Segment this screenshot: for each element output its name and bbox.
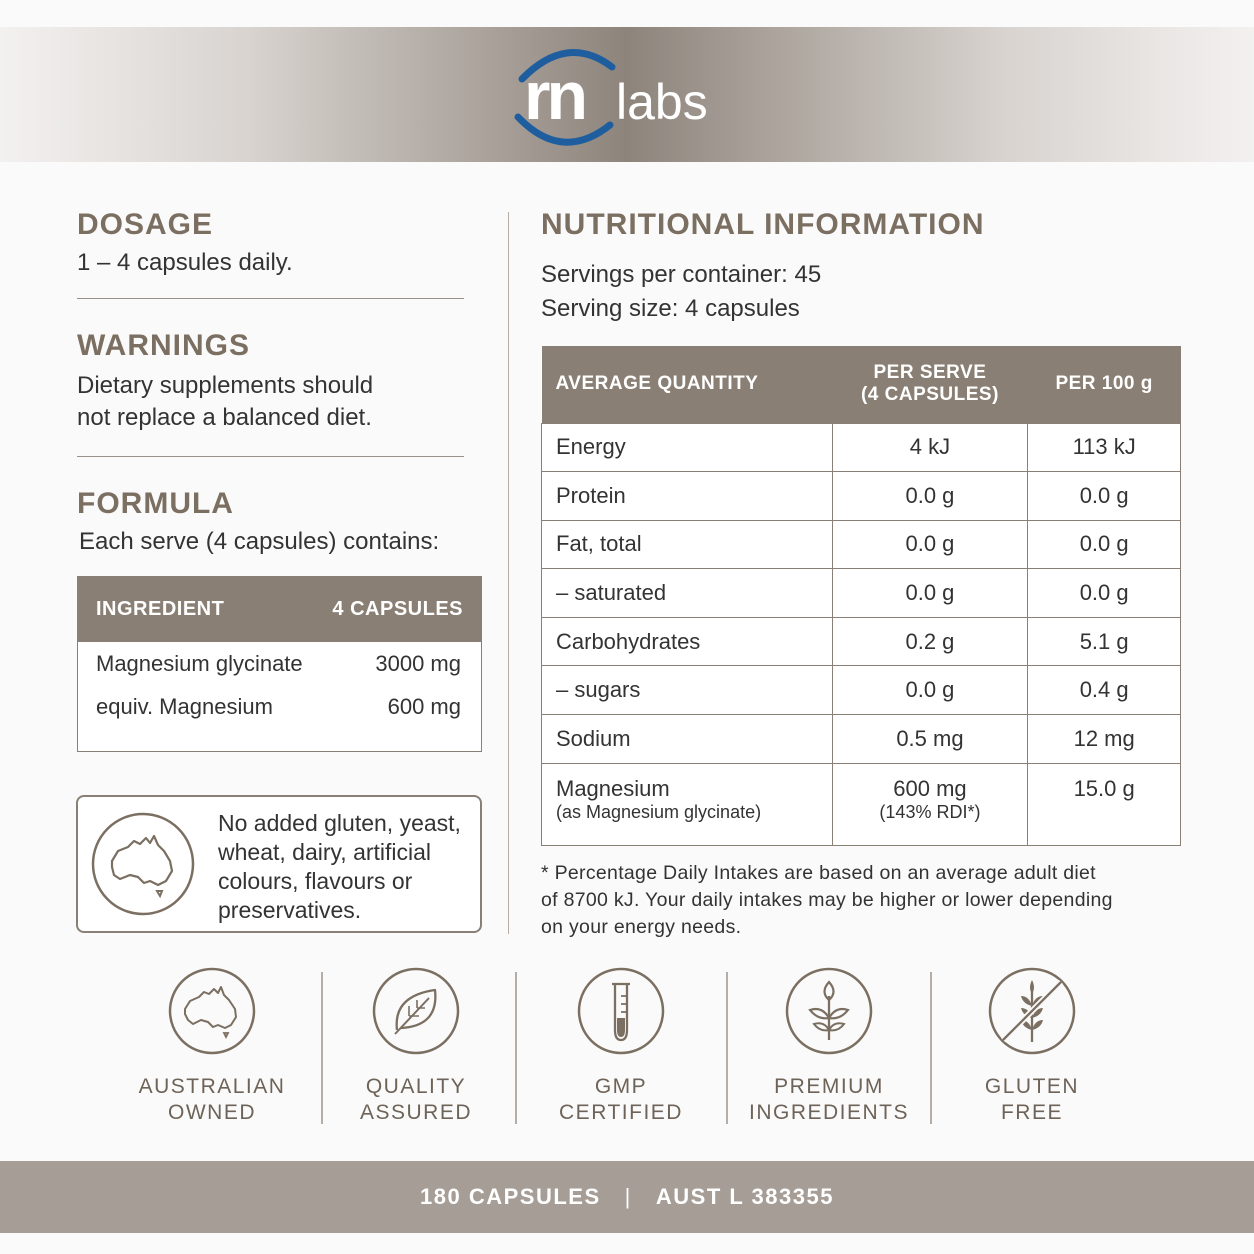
formula-table [77,576,482,752]
magnesium-label-sub: (as Magnesium glycinate) [556,801,762,822]
badge-divider [726,972,728,1124]
nutrition-title: NUTRITIONAL INFORMATION [541,208,985,241]
avg-quantity-header: AVERAGE QUANTITY [542,346,833,423]
nutrient-label [542,763,833,845]
rdi-footnote [541,860,1141,941]
leaf-icon [371,966,461,1056]
free-from-text [218,809,473,925]
per-100g-header: PER 100 g [1028,346,1181,423]
column-divider [508,212,509,934]
badge-label-line1: QUALITY [365,1075,467,1098]
nutrient-label: Carbohydrates [542,617,833,666]
per-100g-value: 113 kJ [1028,423,1181,472]
warnings-title: WARNINGS [77,329,250,362]
ingredient-amount: 3000 mg [375,650,461,676]
serving-size: Serving size: 4 capsules [541,295,800,322]
badge-divider [930,972,932,1124]
ingredient-name: equiv. Magnesium [96,693,273,719]
free-from-line: wheat, dairy, artificial [218,839,432,865]
badge-label-line1: PREMIUM [774,1075,884,1098]
per-serve-value: 0.0 g [832,520,1028,569]
badge-label-line1: GLUTEN [984,1075,1080,1098]
plant-icon [784,966,874,1056]
per-serve-value: 0.0 g [832,472,1028,521]
badge-label-line2: ASSURED [359,1101,473,1124]
badge-label-line1: AUSTRALIAN [138,1075,286,1098]
free-from-line: colours, flavours or [218,868,413,894]
formula-table-header [78,577,481,642]
per-100g-value: 0.4 g [1028,666,1181,715]
badge-label-line2: INGREDIENTS [748,1101,909,1124]
table-row [542,715,1181,764]
per-serve-value [832,763,1028,845]
divider [77,456,464,457]
free-from-line: No added gluten, yeast, [218,810,461,836]
formula-title: FORMULA [77,487,234,520]
divider [77,298,464,299]
logo-mark: rn [524,58,584,134]
rn-labs-logo [512,37,742,152]
badge-label-line2: FREE [1000,1101,1063,1124]
per-100g-value: 5.1 g [1028,617,1181,666]
table-row [542,666,1181,715]
free-from-box [76,795,482,933]
per-serve-header-line2: (4 CAPSULES) [860,384,999,406]
free-from-line: preservatives. [218,897,362,923]
header-banner [0,27,1254,162]
capsules-header: 4 CAPSULES [332,598,463,620]
nutrition-table [541,346,1181,846]
table-row [542,423,1181,472]
per-serve-value: 0.5 mg [832,715,1028,764]
ingredient-amount: 600 mg [387,693,461,719]
dosage-title: DOSAGE [77,208,214,241]
per-100g-value: 12 mg [1028,715,1181,764]
ingredient-name: Magnesium glycinate [96,650,303,676]
per-serve-value: 0.0 g [832,569,1028,618]
table-row [542,763,1181,845]
australia-map-icon [90,811,196,917]
per-serve-value: 0.2 g [832,617,1028,666]
footnote-line: of 8700 kJ. Your daily intakes may be higher or lower depending [541,889,1113,911]
badge-australian-owned [117,966,307,1126]
table-row [542,520,1181,569]
servings-per-container: Servings per container: 45 [541,261,822,288]
per-100g-value: 0.0 g [1028,472,1181,521]
per-serve-header [832,346,1028,423]
per-100g-value: 15.0 g [1028,763,1181,845]
footnote-line: on your energy needs. [541,916,742,938]
per-100g-value: 0.0 g [1028,520,1181,569]
magnesium-label: Magnesium [556,775,670,801]
badge-gmp-certified [526,966,716,1126]
nutrient-label: – saturated [542,569,833,618]
per-100g-value: 0.0 g [1028,569,1181,618]
table-row [542,617,1181,666]
footnote-line: * Percentage Daily Intakes are based on an average adult diet [541,862,1096,884]
nutrient-label: – sugars [542,666,833,715]
australia-map-icon [167,966,257,1056]
capsule-count: 180 CAPSULES [420,1184,601,1209]
badge-label-line2: CERTIFIED [559,1101,683,1124]
table-row [542,569,1181,618]
nutrient-label: Fat, total [542,520,833,569]
badge-label-line1: GMP [594,1075,648,1098]
ingredient-header: INGREDIENT [96,598,225,620]
footer-separator: | [624,1184,632,1209]
logo-text: labs [616,74,708,130]
warnings-line-1: Dietary supplements should [77,372,374,399]
nutrition-table-header [542,346,1181,423]
badge-gluten-free [937,966,1127,1126]
badge-premium-ingredients [734,966,924,1126]
nutrient-label: Sodium [542,715,833,764]
gluten-free-icon [987,966,1077,1056]
formula-subtitle: Each serve (4 capsules) contains: [79,528,440,555]
nutrient-label: Protein [542,472,833,521]
badge-divider [515,972,517,1124]
per-serve-value: 4 kJ [832,423,1028,472]
table-row [78,642,481,685]
table-row [542,472,1181,521]
warnings-line-2: not replace a balanced diet. [77,404,372,431]
badge-label-line2: OWNED [168,1101,256,1124]
magnesium-rdi: (143% RDI*) [879,801,981,822]
footer-bar [0,1161,1254,1233]
nutrient-label: Energy [542,423,833,472]
badge-quality-assured [321,966,511,1126]
per-serve-header-line1: PER SERVE [873,362,987,384]
table-row [78,685,481,728]
per-serve-value: 0.0 g [832,666,1028,715]
magnesium-per-serve: 600 mg [893,775,967,801]
test-tube-icon [576,966,666,1056]
aust-l-number: AUST L 383355 [655,1184,834,1209]
dosage-text: 1 – 4 capsules daily. [77,249,293,276]
